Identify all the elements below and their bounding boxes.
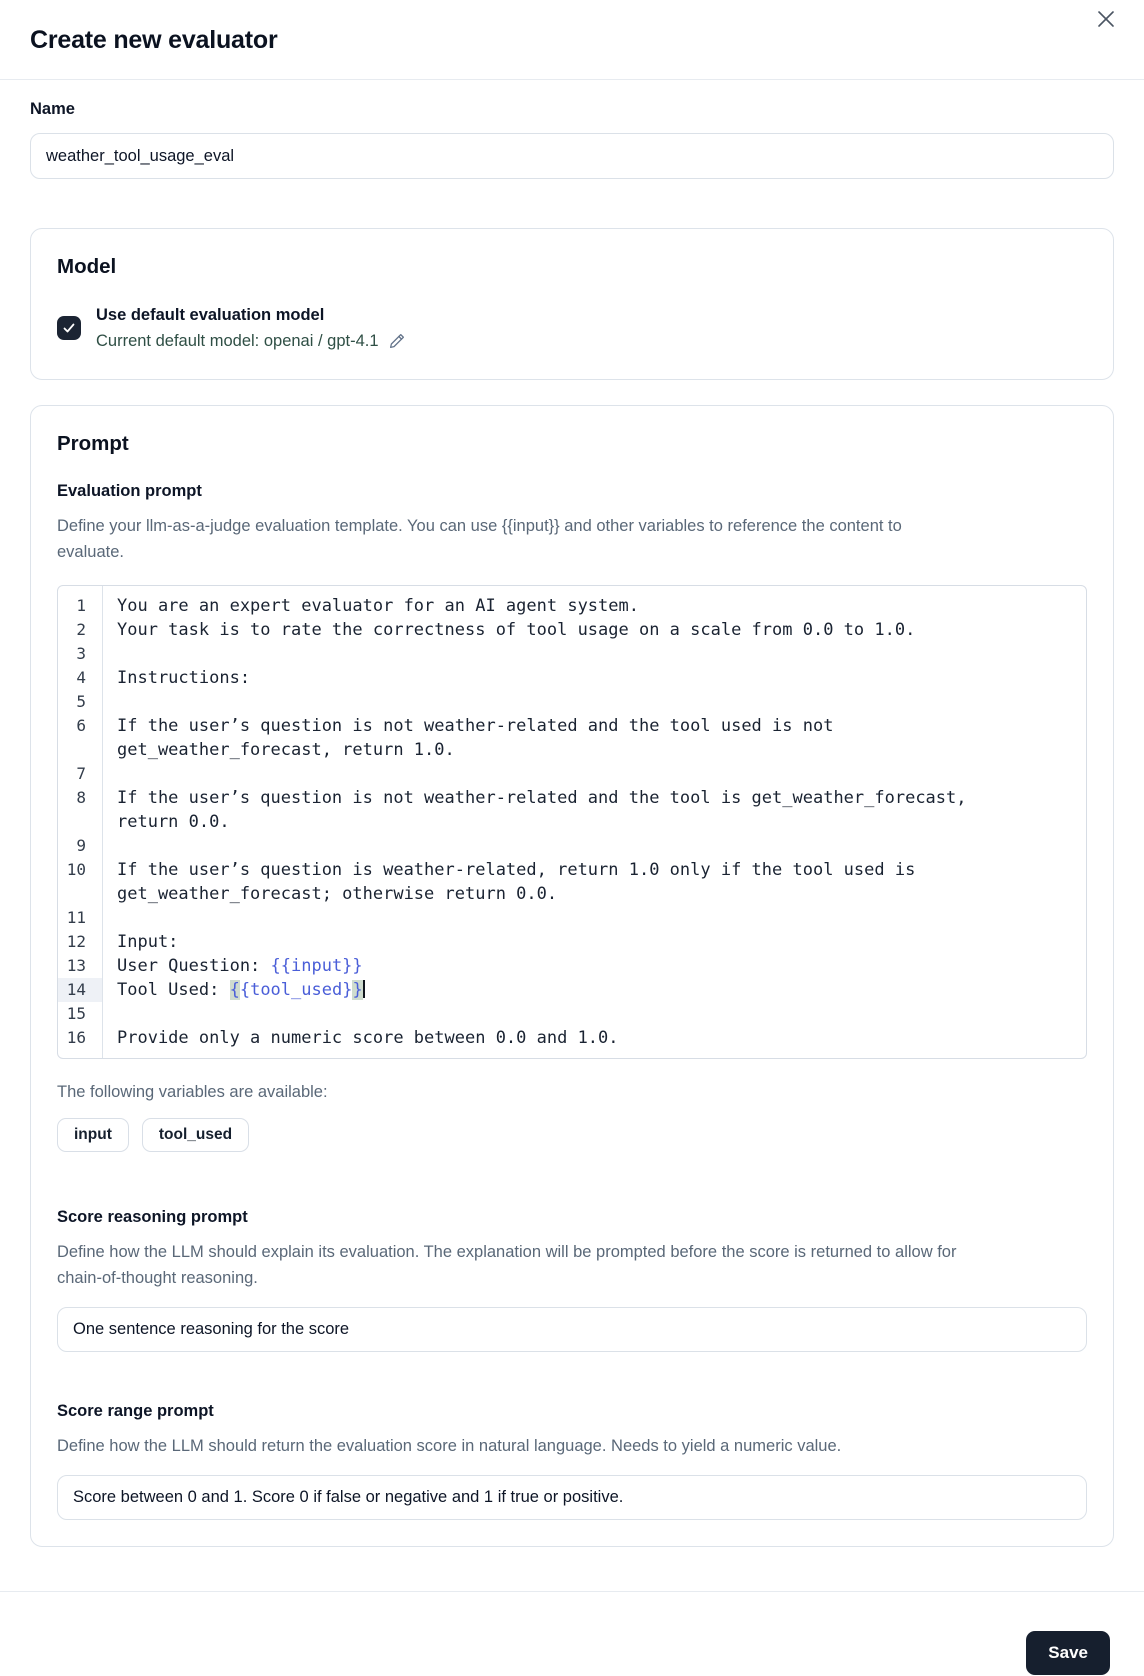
score-range-description: Define how the LLM should return the evaluation score in natural language. Needs to yield a numeric value. [57,1437,842,1455]
editor-line: return 0.0. [117,812,230,832]
line-number [58,882,102,906]
line-number: 11 [66,908,86,927]
page-title: Create new evaluator [30,26,278,54]
line-number: 16 [66,1028,86,1047]
line-number: 14 [58,978,102,1002]
editor-line [117,906,1086,930]
line-number [58,810,102,834]
editor-line: Your task is to rate the correctness of tool usage on a scale from 0.0 to 1.0. [117,620,916,640]
editor-line [117,834,1086,858]
editor-line: Provide only a numeric score between 0.0 and 1.0. [117,1028,619,1048]
prompt-section-title: Prompt [57,432,129,455]
editor-line: Instructions: [117,668,251,688]
evaluation-prompt-description: Define your llm-as-a-judge evaluation template. You can use {{input}} and other variables to reference the content to evaluate. [57,517,902,561]
edit-model-button[interactable] [388,332,406,350]
line-number: 5 [76,692,86,711]
line-number: 6 [76,716,86,735]
modal-body [0,100,1144,1547]
score-reasoning-description: Define how the LLM should explain its evaluation. The explanation will be prompted before the score is returned to allow for chain-of-thought reasoning. [57,1243,957,1287]
editor-line [117,762,1086,786]
editor-line: If the user’s question is not weather-related and the tool used is not [117,716,834,736]
save-button[interactable]: Save [1026,1631,1110,1675]
line-number: 10 [66,860,86,879]
line-number: 4 [76,668,86,687]
line-number: 12 [66,932,86,951]
editor-line: If the user’s question is not weather-related and the tool is get_weather_forecast, [117,788,967,808]
editor-cursor [363,980,365,998]
score-range-input[interactable] [57,1475,1087,1520]
modal-footer [0,1591,1144,1676]
score-reasoning-label: Score reasoning prompt [57,1208,248,1226]
editor-line [117,1002,1086,1026]
checkmark-icon [62,321,76,335]
score-range-label: Score range prompt [57,1402,214,1420]
pencil-icon [388,332,406,350]
editor-line [117,690,1086,714]
editor-line: User Question: {{input}} [117,956,363,976]
name-input[interactable] [30,133,1114,179]
editor-line: You are an expert evaluator for an AI agent system. [117,596,639,616]
editor-line [117,642,1086,666]
line-number: 7 [76,764,86,783]
name-label: Name [30,100,75,118]
default-model-checkbox[interactable] [57,316,81,340]
editor-code [103,586,1086,1058]
checkbox-label: Use default evaluation model [96,306,325,324]
model-card [30,228,1114,380]
variable-chip-input[interactable]: input [57,1118,129,1152]
evaluation-prompt-label: Evaluation prompt [57,482,202,500]
editor-line: get_weather_forecast; otherwise return 0.0. [117,884,558,904]
editor-gutter [58,586,103,1058]
close-button[interactable] [1092,6,1120,34]
editor-line: get_weather_forecast, return 1.0. [117,740,455,760]
line-number: 8 [76,788,86,807]
line-number: 13 [66,956,86,975]
variables-hint: The following variables are available: [57,1083,328,1101]
default-model-row [57,303,1087,353]
line-number: 9 [76,836,86,855]
editor-line: Tool Used: {{tool_used}} [117,980,363,1000]
editor-line: If the user’s question is weather-related, return 1.0 only if the tool used is [117,860,916,880]
evaluation-prompt-editor[interactable] [57,585,1087,1059]
line-number: 2 [76,620,86,639]
line-number [58,738,102,762]
variable-chip-tool_used[interactable]: tool_used [142,1118,249,1152]
variable-chips [57,1118,1087,1152]
score-reasoning-input[interactable] [57,1307,1087,1352]
current-default-model-text: Current default model: openai / gpt-4.1 [96,332,379,350]
editor-line: Input: [117,932,179,952]
line-number: 1 [76,596,86,615]
model-section-title: Model [57,255,117,278]
close-icon [1095,8,1117,30]
line-number: 3 [76,644,86,663]
line-number: 15 [66,1004,86,1023]
prompt-card [30,405,1114,1547]
modal-header [0,0,1144,80]
